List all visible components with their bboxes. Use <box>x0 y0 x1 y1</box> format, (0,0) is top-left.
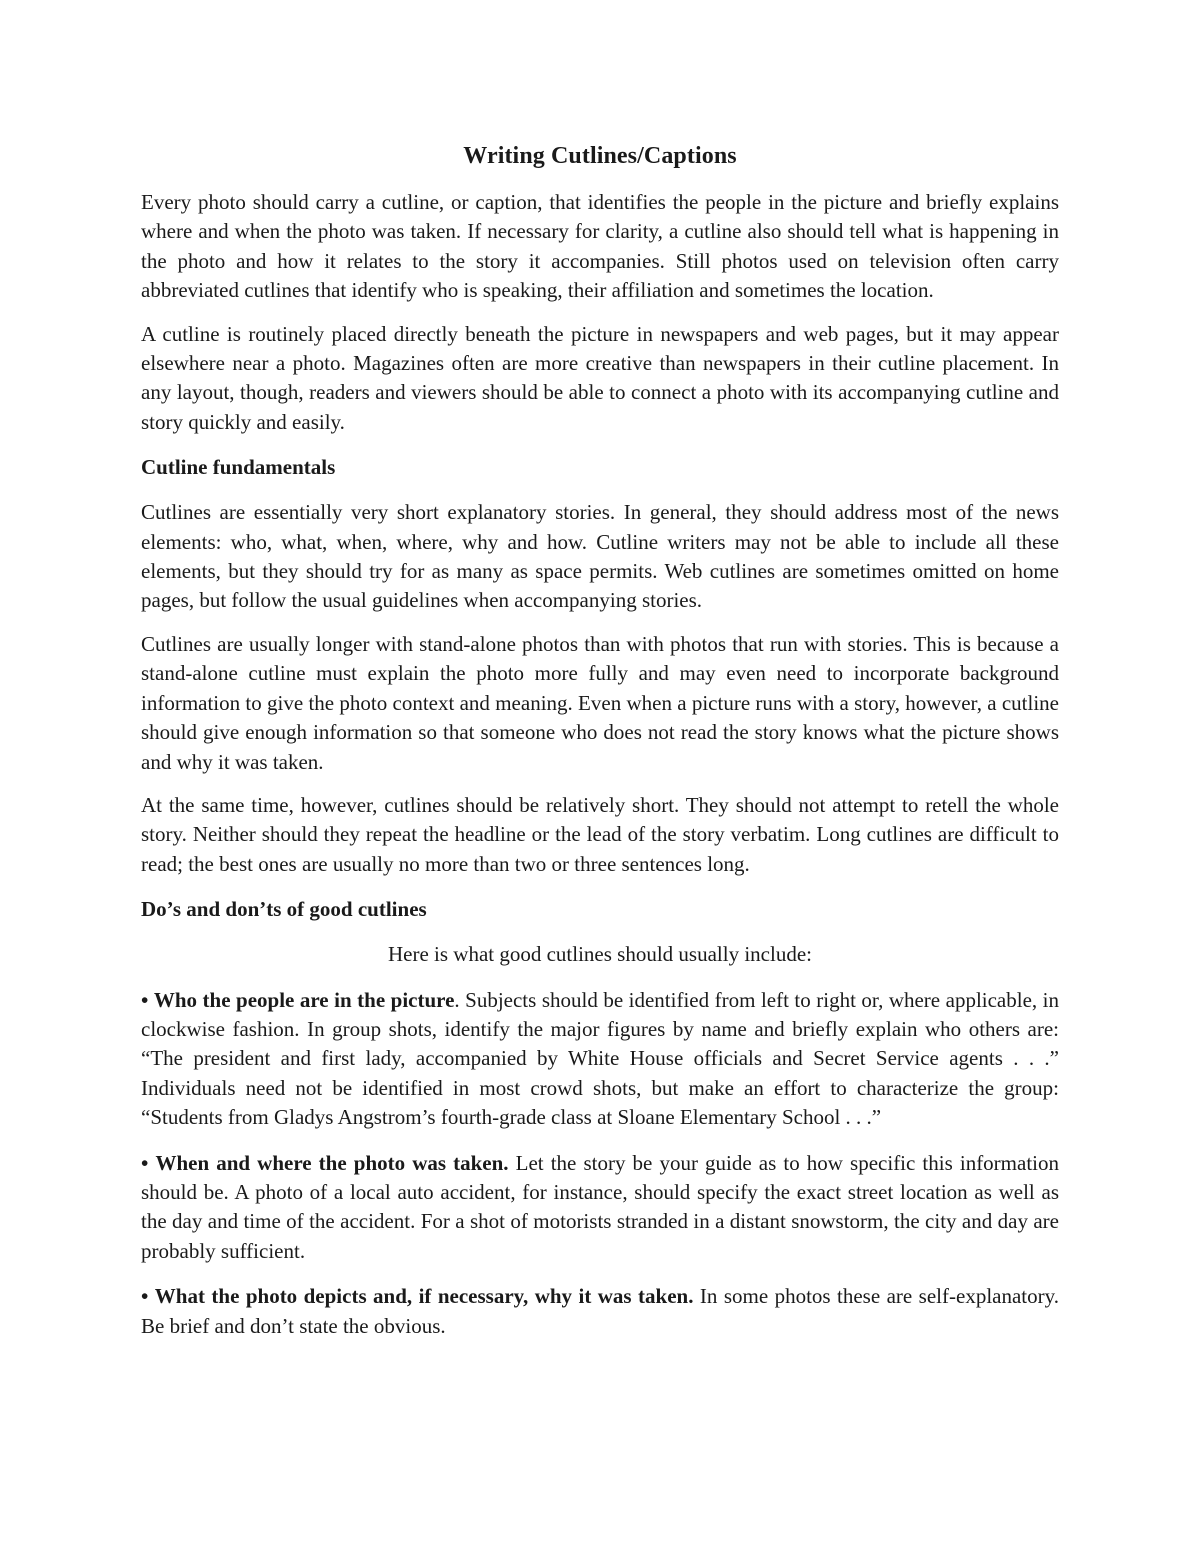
section-heading-fundamentals: Cutline fundamentals <box>141 455 336 480</box>
dos-subheading: Here is what good cutlines should usually include: <box>387 942 812 967</box>
bullet-lead: What the photo depicts and, if necessary, why it was taken. <box>154 1284 694 1309</box>
page-title: Writing Cutlines/Captions <box>463 143 737 169</box>
bullet-text: In some photos these are self-explanatory. Be brief and don’t state the obvious. <box>141 1284 1060 1338</box>
bullet-text: . Subjects should be identified from left to right or, where applicable, in clockwise fashion. In group shots, identify the major figures by name and briefly explain who others are: “The president and first lady, accompanied by White House officials and Secret Service agents . . .” Individuals need not be identified in most crowd shots, but make an effort to characterize the group: “Students from Gladys Angstrom’s fourth-grade class at Sloane Elementary School . . .” <box>141 987 1059 1130</box>
bullet-item-what <box>141 1282 1059 1341</box>
bullet-icon: • <box>141 1150 149 1175</box>
section-heading-dos-donts: Do’s and don’ts of good cutlines <box>141 897 427 922</box>
intro-paragraph-1: Every photo should carry a cutline, or caption, that identifies the people in the picture and briefly explains where and when the photo was taken. If necessary for clarity, a cutline also should tell what is happening in the photo and how it relates to the story it accompanies. Still photos used on television often carry abbreviated cutlines that identify who is speaking, their affiliation and sometimes the location. <box>141 190 1059 303</box>
bullet-icon: • <box>141 987 149 1012</box>
fundamentals-paragraph-3: At the same time, however, cutlines should be relatively short. They should not attempt to retell the whole story. Neither should they repeat the headline or the lead of the story verbatim. Long cutlines are difficult to read; the best ones are usually no more than two or three sentences long. <box>141 792 1059 876</box>
bullet-icon: • <box>141 1284 149 1309</box>
bullet-text: Let the story be your guide as to how specific this information should be. A photo of a local auto accident, for instance, should specify the exact street location as well as the day and time of the accident. For a shot of motorists stranded in a distant snowstorm, the city and day are probably sufficient. <box>141 1150 1060 1263</box>
bullet-item-when-where <box>141 1149 1059 1267</box>
bullet-lead: Who the people are in the picture <box>153 987 455 1012</box>
fundamentals-paragraph-2: Cutlines are usually longer with stand-alone photos than with photos that run with stories. This is because a stand-alone cutline must explain the photo more fully and may even need to incorporate background information to give the photo context and meaning. Even when a picture runs with a story, however, a cutline should give enough information so that someone who does not read the story knows what the picture shows and why it was taken. <box>141 631 1059 774</box>
bullet-item-who <box>141 986 1059 1133</box>
fundamentals-paragraph-1: Cutlines are essentially very short explanatory stories. In general, they should address most of the news elements: who, what, when, where, why and how. Cutline writers may not be able to include all these elements, but they should try for as many as space permits. Web cutlines are sometimes omitted on home pages, but follow the usual guidelines when accompanying stories. <box>141 500 1059 613</box>
bullet-lead: When and where the photo was taken. <box>155 1150 509 1175</box>
document-body <box>141 138 1059 1357</box>
intro-paragraph-2: A cutline is routinely placed directly beneath the picture in newspapers and web pages, but it may appear elsewhere near a photo. Magazines often are more creative than newspapers in their cutline placement. In any layout, though, readers and viewers should be able to connect a photo with its accompanying cutline and story quickly and easily. <box>141 321 1059 434</box>
